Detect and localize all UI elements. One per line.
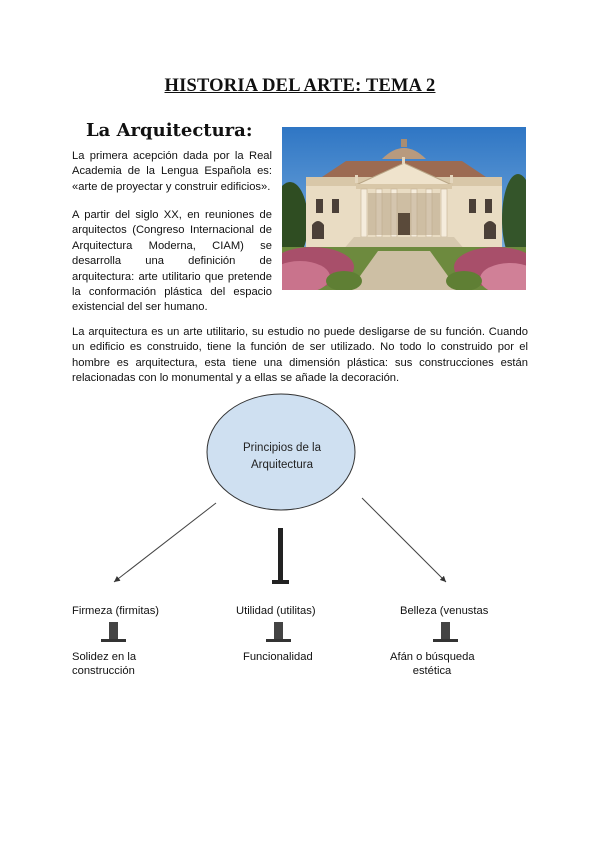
principle-belleza: Belleza (venustas — [400, 605, 489, 617]
principle-utilidad: Utilidad (utilitas) — [236, 605, 316, 617]
arrow-firmeza — [114, 503, 216, 582]
result-firmeza: Solidez en la construcción — [72, 651, 137, 677]
villa-rotonda-photo — [282, 127, 526, 290]
arrow-belleza — [362, 498, 446, 582]
result-belleza: Afán o búsqueda estética — [390, 651, 475, 677]
principles-label: Principios de la Arquitectura — [243, 442, 321, 471]
paragraph-ciam: A partir del siglo XX, en reuniones de arquitectos (Congreso Internacional de Arquitectura Moderna, CIAM) se desarrolla una definición de arquitectura: arte utilitario que pretende la conformación plástica del espacio existencial del ser humano. — [72, 209, 272, 314]
section-heading: La Arquitectura: — [86, 120, 253, 141]
connector-firmeza — [101, 622, 126, 642]
paragraph-utilitarian: La arquitectura es un arte utilitario, su estudio no puede desligarse de su función. Cuando un edificio es construido, tiene la función de ser utilizado. No todo lo construido por el hombre es arquitectura, esta tiene una dimensión plástica: sus construcciones están relacionadas con lo monumental y a ellas se añade la decoración. — [72, 326, 528, 385]
connector-belleza — [433, 622, 458, 642]
arrow-utilidad — [278, 528, 283, 582]
result-utilidad: Funcionalidad — [243, 651, 313, 663]
principle-firmeza: Firmeza (firmitas) — [72, 605, 160, 617]
document-title: HISTORIA DEL ARTE: TEMA 2 — [164, 76, 436, 96]
principles-diagram — [0, 390, 600, 690]
paragraph-definition: La primera acepción dada por la Real Academia de la Lengua Española es: «arte de proyectar y construir edificios». — [72, 150, 272, 193]
connector-utilidad — [266, 622, 291, 642]
